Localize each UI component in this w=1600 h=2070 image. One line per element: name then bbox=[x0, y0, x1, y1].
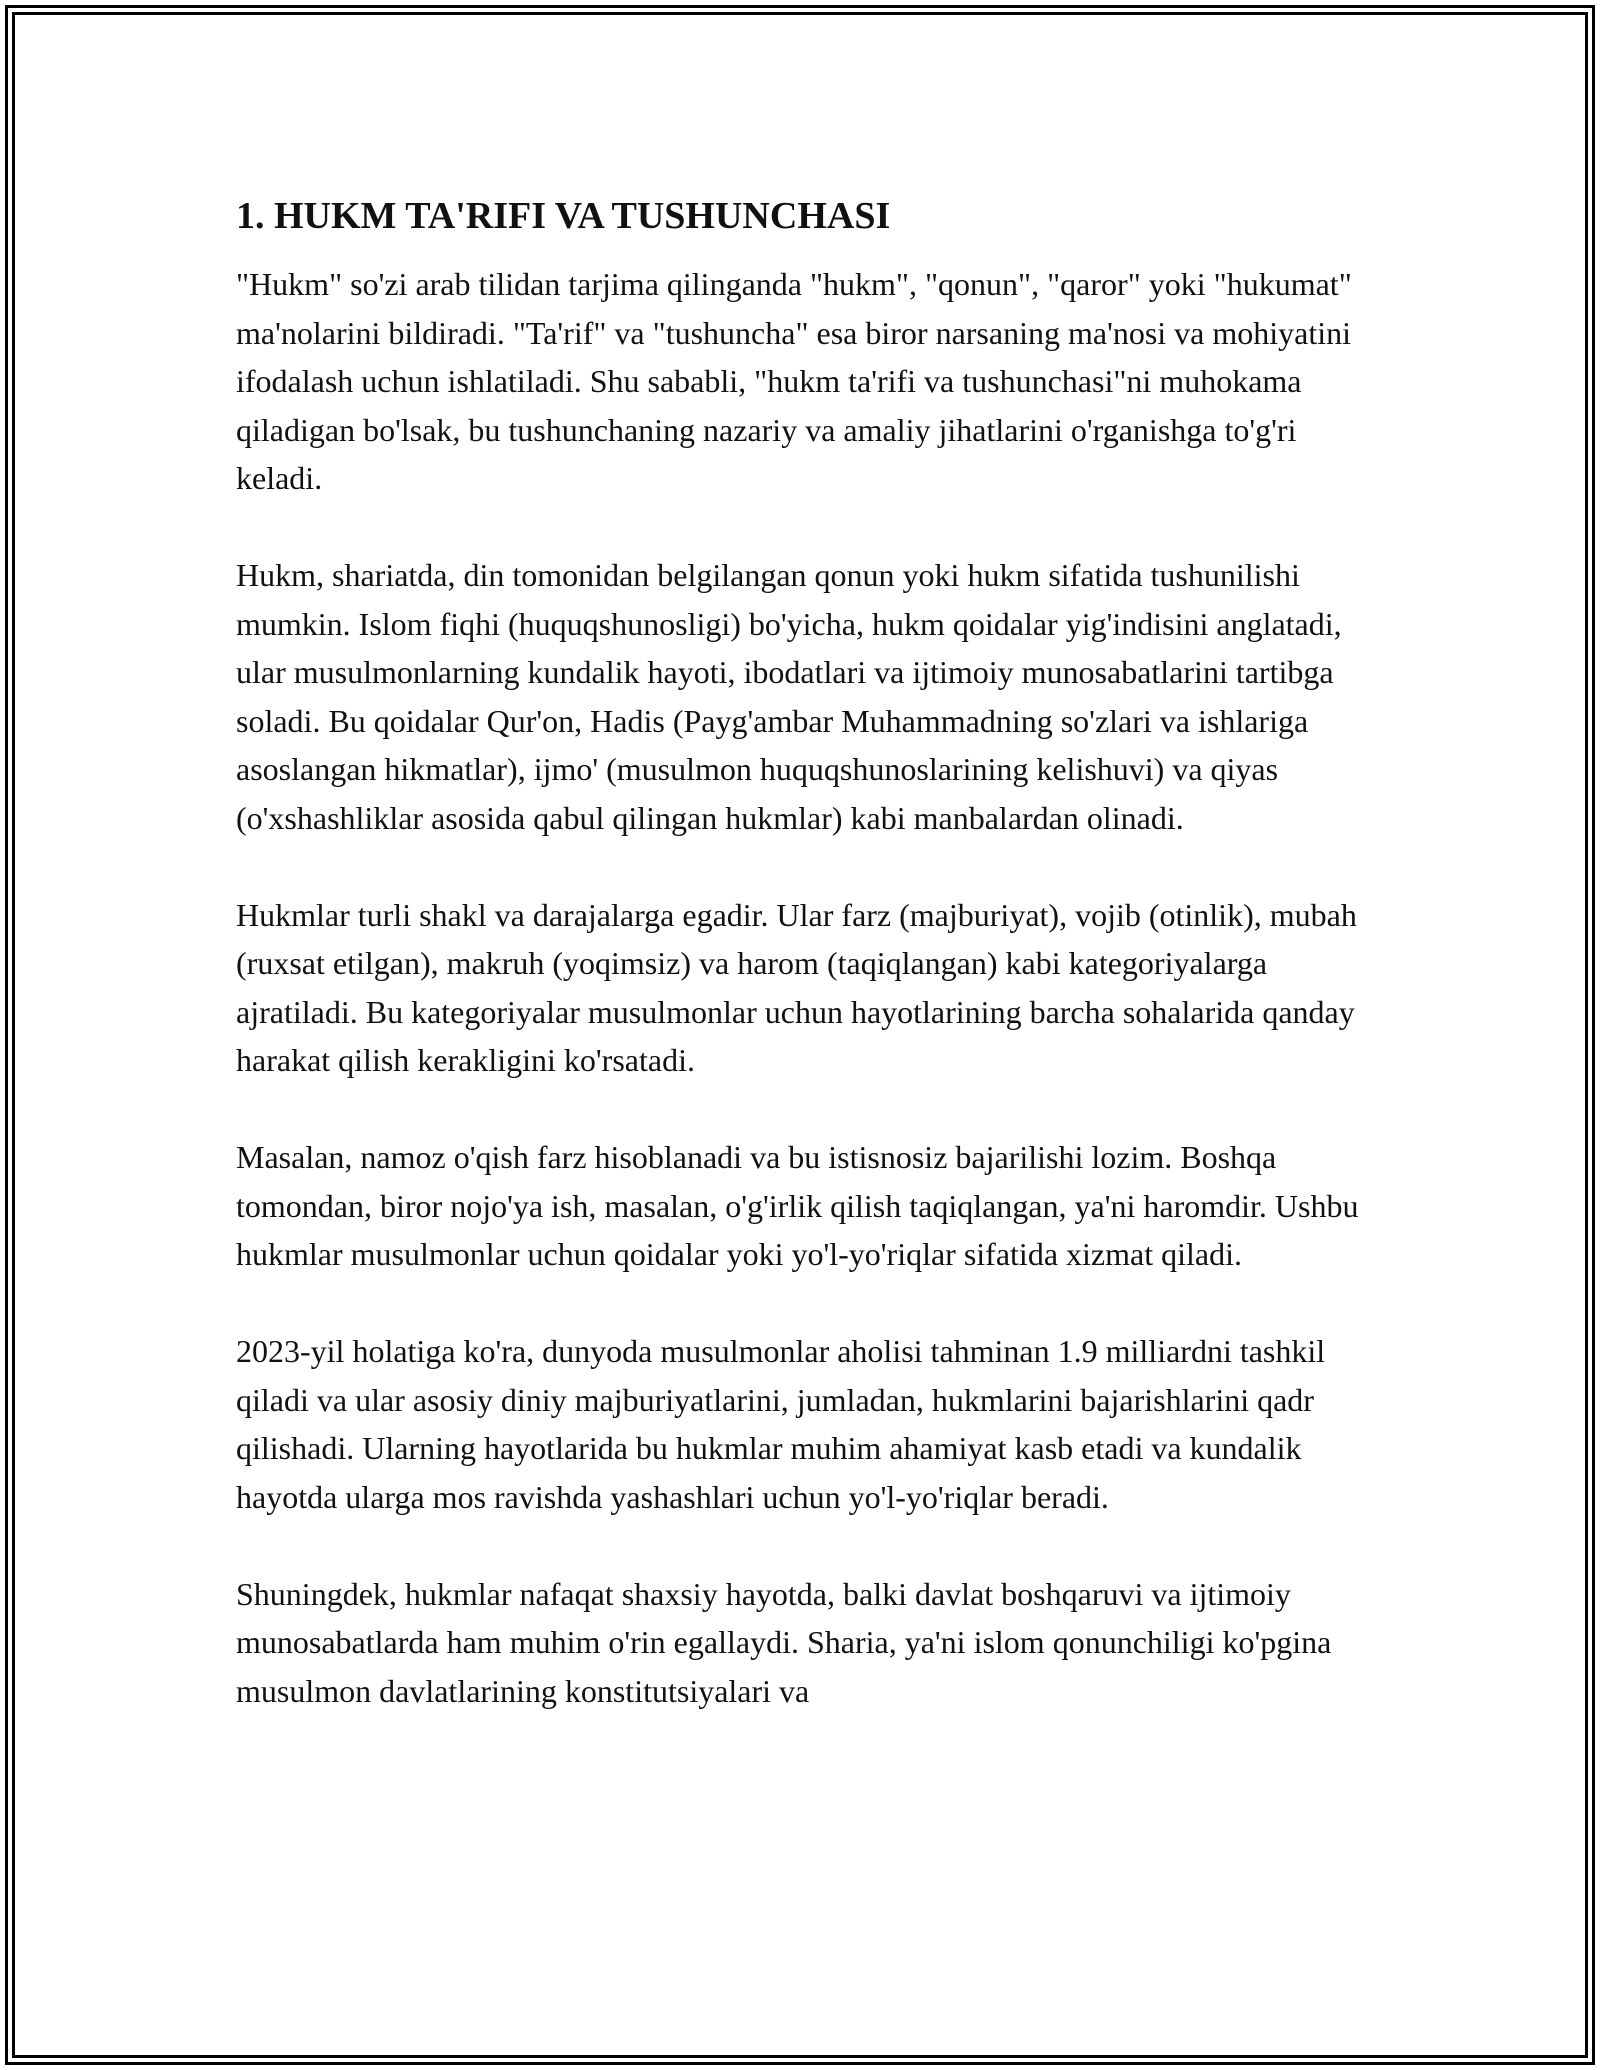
paragraph-6: Shuningdek, hukmlar nafaqat shaxsiy hayotda, balki davlat boshqaruvi va ijtimoiy munosabatlarda ham muhim o'rin egallaydi. Sharia, ya'ni islom qonunchiligi ko'pgina musulmon davlatlarining konstitutsiyalari va bbox=[236, 1575, 1332, 1709]
section-heading: 1. HUKM TA'RIFI VA TUSHUNCHASI bbox=[236, 195, 891, 237]
paragraph-4: Masalan, namoz o'qish farz hisoblanadi va bu istisnosiz bajarilishi lozim. Boshqa tomondan, biror nojo'ya ish, masalan, o'g'irlik qilish taqiqlangan, ya'ni haromdir. Ushbu hukmlar musulmonlar uchun qoidalar yoki yo'l-yo'riqlar sifatida xizmat qiladi. bbox=[236, 1139, 1359, 1272]
paragraph-2: Hukm, shariatda, din tomonidan belgilangan qonun yoki hukm sifatida tushunilishi mumkin. Islom fiqhi (huquqshunosligi) bo'yicha, hukm qoidalar yig'indisini anglatadi, ular musulmonlarning kundalik hayoti, ibodatlari va ijtimoiy munosabatlarini tartibga soladi. Bu qoidalar Qur'on, Hadis (Payg'ambar Muhammadning so'zlari va ishlariga asoslangan hikmatlar), ijmo' (musulmon huquqshunoslarining kelishuvi) va qiyas (o'xshashliklar asosida qabul qilingan hukmlar) kabi manbalardan olinadi. bbox=[236, 557, 1342, 836]
paragraph-1: "Hukm" so'zi arab tilidan tarjima qilinganda "hukm", "qonun", "qaror" yoki "hukumat" ma'nolarini bildiradi. "Ta'rif" va "tushuncha" esa biror narsaning ma'nosi va mohiyatini ifodalash uchun ishlatiladi. Shu sababli, "hukm ta'rifi va tushunchasi"ni muhokama qiladigan bo'lsak, bu tushunchaning nazariy va amaliy jihatlarini o'rganishga to'g'ri keladi. bbox=[236, 266, 1352, 496]
paragraph-5: 2023-yil holatiga ko'ra, dunyoda musulmonlar aholisi tahminan 1.9 milliardni tashkil qiladi va ular asosiy diniy majburiyatlarini, jumladan, hukmlarini bajarishlarini qadr qilishadi. Ularning hayotlarida bu hukmlar muhim ahamiyat kasb etadi va kundalik hayotda ularga mos ravishda yashashlari uchun yo'l-yo'riqlar beradi. bbox=[236, 1333, 1326, 1515]
paragraph-3: Hukmlar turli shakl va darajalarga egadir. Ular farz (majburiyat), vojib (otinlik), mubah (ruxsat etilgan), makruh (yoqimsiz) va harom (taqiqlangan) kabi kategoriyalarga ajratiladi. Bu kategoriyalar musulmonlar uchun hayotlarining barcha sohalarida qanday harakat qilish kerakligini ko'rsatadi. bbox=[236, 896, 1357, 1078]
document-body bbox=[236, 178, 1386, 1764]
